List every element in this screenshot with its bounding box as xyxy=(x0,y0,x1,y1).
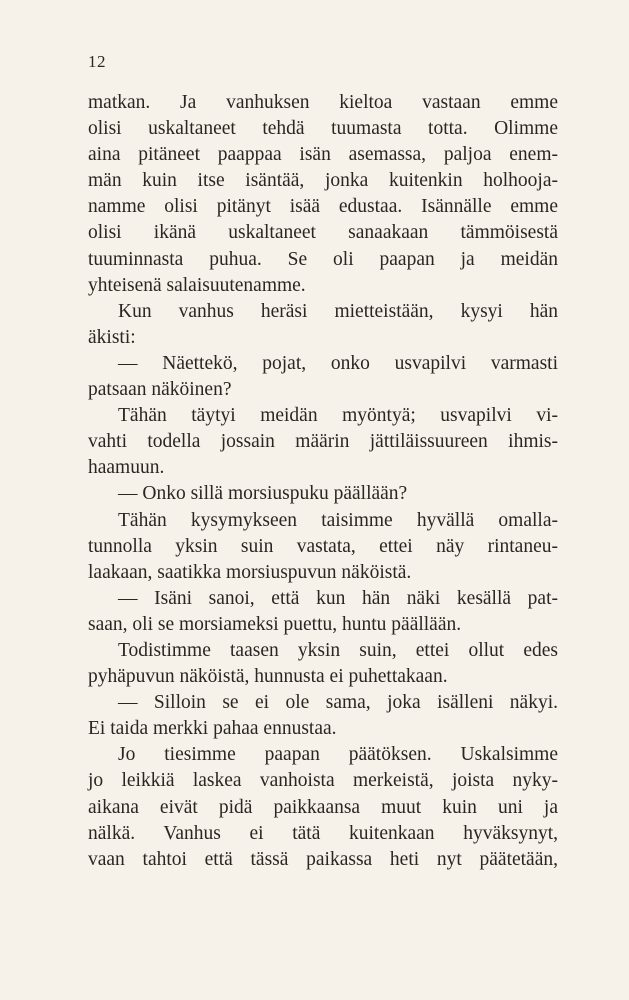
text-line: — Onko sillä morsiuspuku päällään? xyxy=(118,483,408,505)
text-line: — Silloin se ei ole sama, joka isälleni näkyi. xyxy=(118,692,558,714)
text-line: laakaan, saatikka morsiuspuvun näköistä. xyxy=(88,561,412,583)
text-line: jo leikkiä laskea vanhoista merkeistä, joista nyky- xyxy=(88,770,558,792)
text-line: vaan tahtoi että tässä paikassa heti nyt päätetään, xyxy=(88,848,558,870)
text-line: äkisti: xyxy=(88,326,136,348)
text-line: Todistimme taasen yksin suin, ettei ollut edes xyxy=(118,639,558,661)
text-line: Tähän kysymykseen taisimme hyvällä omalla- xyxy=(118,509,558,531)
text-line: patsaan näköinen? xyxy=(88,379,232,401)
text-line: vahti todella jossain määrin jättiläissuureen ihmis- xyxy=(88,431,558,453)
text-line: pyhäpuvun näköistä, hunnusta ei puhettakaan. xyxy=(88,666,448,688)
text-line: Kun vanhus heräsi mietteistään, kysyi hän xyxy=(118,300,558,322)
text-line: aikana eivät pidä paikkaansa muut kuin uni ja xyxy=(88,796,558,818)
text-line: tuuminnasta puhua. Se oli paapan ja meidän xyxy=(88,248,558,270)
text-line: — Isäni sanoi, että kun hän näki kesällä pat- xyxy=(118,587,558,609)
body-text xyxy=(88,90,558,873)
text-line: nälkä. Vanhus ei tätä kuitenkaan hyväksynyt, xyxy=(88,822,558,844)
text-line: — Näettekö, pojat, onko usvapilvi varmasti xyxy=(118,352,558,374)
text-line: namme olisi pitänyt isää edustaa. Isännälle emme xyxy=(88,196,558,218)
text-line: saan, oli se morsiameksi puettu, huntu päällään. xyxy=(88,613,462,635)
page-number: 12 xyxy=(88,52,106,71)
text-line: män kuin itse isäntää, jonka kuitenkin holhooja- xyxy=(88,170,558,192)
text-line: Jo tiesimme paapan päätöksen. Uskalsimme xyxy=(118,744,558,766)
text-line: Tähän täytyi meidän myöntyä; usvapilvi vi- xyxy=(118,405,558,427)
text-line: tunnolla yksin suin vastata, ettei näy rintaneu- xyxy=(88,535,558,557)
text-line: Ei taida merkki pahaa ennustaa. xyxy=(88,718,337,740)
text-line: aina pitäneet paappaa isän asemassa, paljoa enem- xyxy=(88,144,558,166)
text-line: yhteisenä salaisuutenamme. xyxy=(88,274,306,296)
text-line: olisi uskaltaneet tehdä tuumasta totta. Olimme xyxy=(88,118,558,140)
text-line: olisi ikänä uskaltaneet sanaakaan tämmöisestä xyxy=(88,222,558,244)
text-line: haamuun. xyxy=(88,457,165,479)
text-line: matkan. Ja vanhuksen kieltoa vastaan emme xyxy=(88,92,558,113)
